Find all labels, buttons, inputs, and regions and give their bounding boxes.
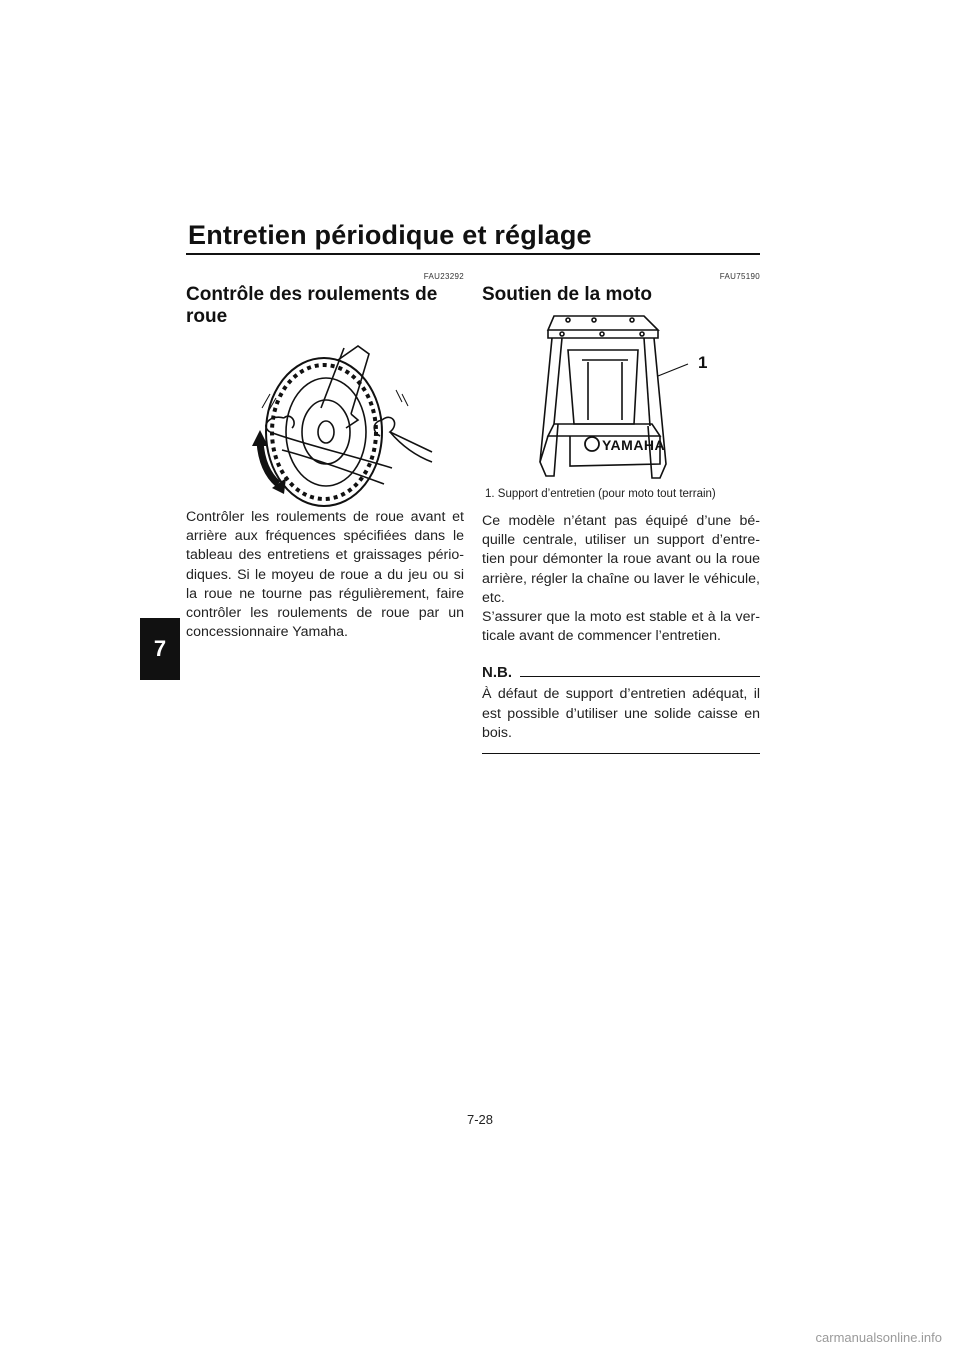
chapter-tab: 7 (140, 618, 180, 680)
note-text: À défaut de support d’entretien adéquat, il est possible d’utiliser une solide caisse en bois. (482, 686, 760, 741)
yamaha-logo: YAMAHA (602, 437, 666, 453)
tuning-fork-logo-icon (585, 437, 599, 451)
note-header (482, 664, 760, 681)
note-end-rule (482, 753, 760, 754)
callout-number: 1 (698, 353, 708, 372)
section-heading-wheel-bearings: Contrôle des roulements de roue (186, 284, 438, 327)
page-title: Entretien périodique et réglage (188, 220, 592, 250)
page-number: 7-28 (466, 1112, 494, 1127)
wheel-bearing-illustration (186, 328, 464, 508)
section-heading-support: Soutien de la moto (482, 284, 652, 305)
title-rule (186, 253, 760, 255)
note-rule (520, 676, 760, 677)
right-column (482, 272, 760, 754)
figure-caption: 1. Support d’entretien (pour moto tout terrain) (485, 488, 716, 500)
wheel-bearing-paragraph: Contrôler les roulements de roue avant et arrière aux fréquences spécifiées dans le tableau des entretiens et graissages pério-diques. Si le moyeu de roue a du jeu ou si la roue ne tourne pas régulièrement, faire contrôler les roulements de roue par un concessionnaire Yamaha. (186, 509, 464, 641)
maintenance-stand-illustration (482, 306, 760, 488)
watermark: carmanualsonline.info (815, 1330, 942, 1345)
note-label: N.B. (482, 664, 512, 682)
support-paragraph-1: Ce modèle n’étant pas équipé d’une bé-quille centrale, utiliser un support d’entre-tien pour démonter la roue avant ou la roue arrière, régler la chaîne ou laver le véhicule, etc. (482, 513, 760, 606)
section-code: FAU23292 (423, 272, 464, 281)
left-column (186, 272, 464, 642)
section-code: FAU75190 (719, 272, 760, 281)
support-paragraph-2: S’assurer que la moto est stable et à la ver-ticale avant de commencer l’entretien. (482, 609, 760, 645)
